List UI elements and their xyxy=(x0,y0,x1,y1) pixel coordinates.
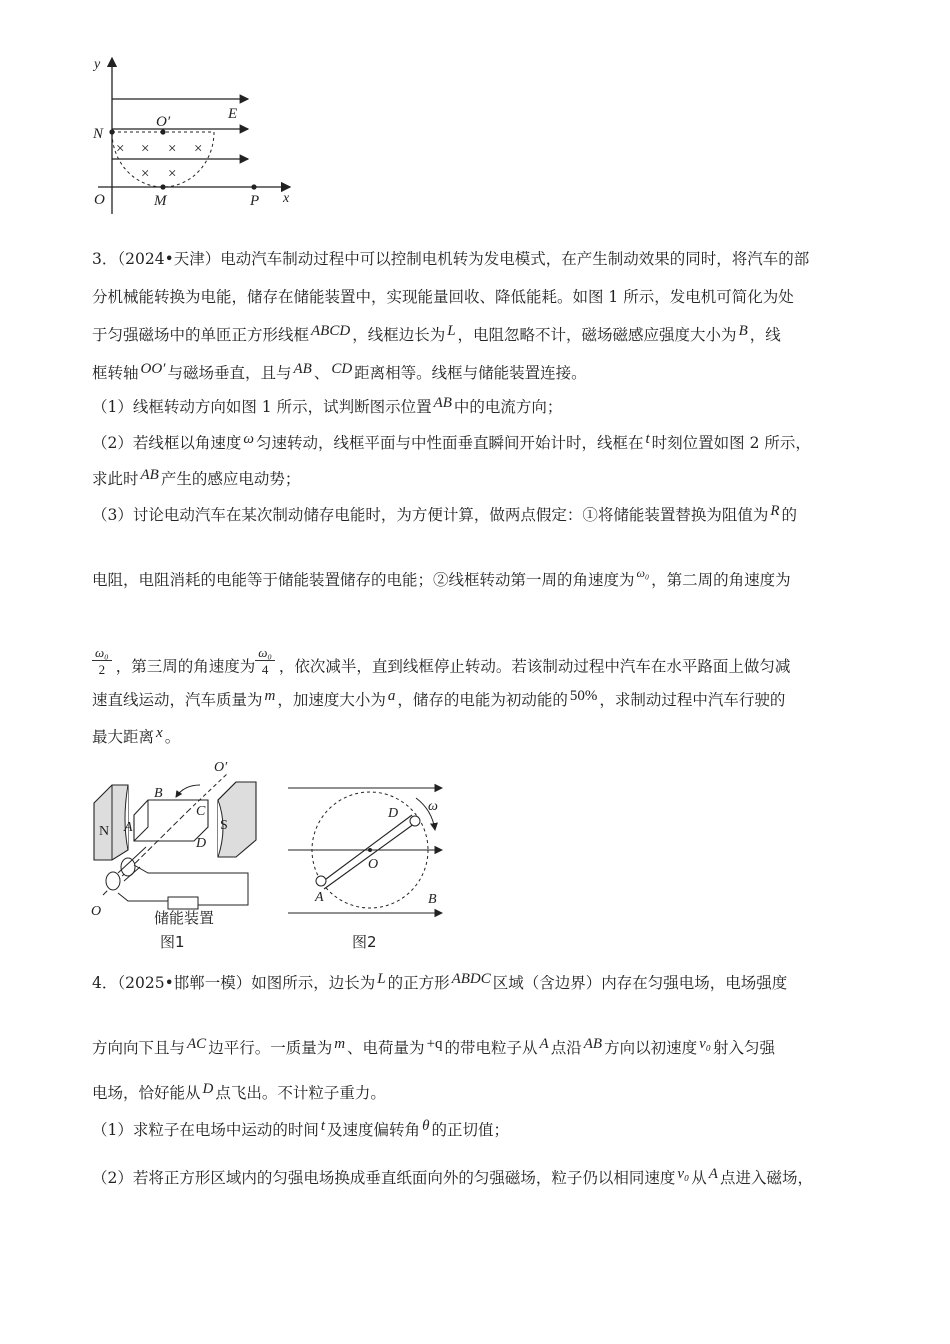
denominator: 2 xyxy=(98,662,106,677)
math-symbol: m xyxy=(264,688,276,704)
text: 的 xyxy=(781,506,798,524)
q3-part-3-line-3 xyxy=(92,645,864,683)
math-symbol: v₀ xyxy=(677,1166,690,1182)
point-n-label: N xyxy=(93,126,104,142)
q3-part-2 xyxy=(92,433,864,454)
text: 从 xyxy=(691,1169,707,1187)
math-symbol: x xyxy=(156,725,163,741)
math-symbol: ABDC xyxy=(451,971,491,987)
text: 点飞出。不计粒子重力。 xyxy=(215,1084,386,1102)
field-cross-mark: × xyxy=(141,141,150,157)
text: 及速度偏转角 xyxy=(327,1121,421,1139)
south-pole-label: S xyxy=(220,818,228,833)
field-e-label: E xyxy=(228,106,238,122)
math-symbol: CD xyxy=(331,361,353,377)
text: ，电阻忽略不计，磁场磁感应强度大小为 xyxy=(457,326,737,344)
point-p-label: P xyxy=(250,193,260,209)
figure-2-caption: 图2 xyxy=(352,933,377,951)
text: 与磁场垂直，且与 xyxy=(167,364,292,382)
axis-o-prime-label: O′ xyxy=(214,760,228,775)
center-o-label: O xyxy=(368,857,379,872)
math-symbol: A xyxy=(708,1166,718,1182)
point-o-prime-label: O′ xyxy=(156,114,171,130)
text: 框转轴 xyxy=(92,364,139,382)
math-symbol: AB xyxy=(293,361,312,377)
text: 的正切值； xyxy=(431,1121,509,1139)
x-axis-label: x xyxy=(283,191,290,206)
math-symbol: OO′ xyxy=(140,361,166,377)
text: 最大距离 xyxy=(92,728,155,746)
generator-figure-1 xyxy=(88,755,263,955)
math-symbol: ω₀ xyxy=(636,566,650,580)
q4-line-2 xyxy=(92,1038,864,1059)
text: 、电荷量为 xyxy=(347,1039,425,1057)
question-source: （2025•邯郸一模） xyxy=(117,974,252,992)
question-number: 3． xyxy=(92,250,118,268)
figure-1-caption: 图1 xyxy=(160,933,185,951)
point-a-label: A xyxy=(315,890,324,905)
field-cross-mark: × xyxy=(168,166,177,182)
q3-part-3-line-5 xyxy=(92,727,864,748)
numerator: ω₀ xyxy=(255,646,275,661)
rotating-frame-figure-2 xyxy=(280,770,450,955)
text: 边平行。一质量为 xyxy=(208,1039,333,1057)
math-symbol: θ xyxy=(422,1118,430,1134)
math-symbol: m xyxy=(334,1036,346,1052)
text: 方向以初速度 xyxy=(604,1039,698,1057)
math-symbol: R xyxy=(770,503,780,519)
field-cross-mark: × xyxy=(141,166,150,182)
axis-o-label: O xyxy=(91,904,102,919)
math-symbol: AB xyxy=(433,395,452,411)
math-symbol: ABCD xyxy=(311,323,351,339)
text: 的带电粒子从 xyxy=(444,1039,538,1057)
text: 点进入磁场， xyxy=(719,1169,813,1187)
denominator: 4 xyxy=(261,662,269,677)
q3-part-3-line-4 xyxy=(92,690,864,711)
text: 、 xyxy=(313,364,330,382)
corner-d-label: D xyxy=(196,836,207,851)
north-pole-label: N xyxy=(99,824,110,839)
math-symbol: AB xyxy=(583,1036,603,1052)
text: 于匀强磁场中的单匝正方形线框 xyxy=(92,326,310,344)
math-symbol: AC xyxy=(187,1036,207,1052)
q3-line-1 xyxy=(92,249,864,269)
q3-part-3-line-2 xyxy=(92,566,864,591)
text: 电场，恰好能从 xyxy=(92,1084,201,1102)
origin-label: O xyxy=(94,192,105,208)
math-symbol: 50% xyxy=(569,688,598,704)
text: 产生的感应电动势； xyxy=(160,470,301,488)
y-axis-label: y xyxy=(94,57,101,72)
text: （3）讨论电动汽车在某次制动储存电能时，为方便计算，做两点假定：①将储能装置替换为阻值为 xyxy=(92,506,769,524)
question-source: （2024•天津） xyxy=(117,250,221,268)
math-symbol: L xyxy=(377,971,386,987)
fraction-omega-quarter xyxy=(255,646,275,677)
text: ，线 xyxy=(749,326,781,344)
math-symbol: A xyxy=(539,1036,549,1052)
text: ，求制动过程中汽车行驶的 xyxy=(599,691,786,709)
field-cross-mark: × xyxy=(194,141,203,157)
text: 时刻位置如图 2 所示， xyxy=(651,434,811,452)
field-cross-mark: × xyxy=(168,141,177,157)
math-symbol: +q xyxy=(426,1036,443,1052)
math-symbol: v₀ xyxy=(699,1036,711,1052)
corner-a-label: A xyxy=(124,820,133,835)
field-diagram-figure xyxy=(88,52,303,222)
q3-line-2: 分机械能转换为电能，储存在储能装置中，实现能量回收、降低能耗。如图 1 所示，发电机可简化为处 xyxy=(92,288,794,306)
text: （1）线框转动方向如图 1 所示，试判断图示位置 xyxy=(92,398,432,416)
q4-part-2 xyxy=(92,1168,864,1189)
text: 点沿 xyxy=(550,1039,582,1057)
text: 区域（含边界）内存在匀强电场，电场强度 xyxy=(492,974,788,992)
text: 的正方形 xyxy=(387,974,450,992)
numerator: ω₀ xyxy=(92,646,112,661)
text: （2）若将正方形区域内的匀强电场换成垂直纸面向外的匀强磁场，粒子仍以相同速度 xyxy=(92,1169,676,1187)
text: 电动汽车制动过程中可以控制电机转为发电模式，在产生制动效果的同时，将汽车的部 xyxy=(220,250,810,268)
text: 方向向下且与 xyxy=(92,1039,186,1057)
q3-line-3 xyxy=(92,325,864,346)
q3-part-3 xyxy=(92,505,864,526)
text: 匀速转动，线框平面与中性面垂直瞬间开始计时，线框在 xyxy=(255,434,644,452)
question-number: 4． xyxy=(92,974,118,992)
q3-part-1 xyxy=(92,397,864,418)
text: （2）若线框以角速度 xyxy=(92,434,242,452)
text: 射入匀强 xyxy=(712,1039,775,1057)
point-d-label: D xyxy=(388,806,399,821)
omega-label: ω xyxy=(428,799,438,814)
text: （1）求粒子在电场中运动的时间 xyxy=(92,1121,319,1139)
corner-c-label: C xyxy=(196,804,206,819)
text: ，线框边长为 xyxy=(352,326,446,344)
text: 。 xyxy=(164,728,181,746)
text: 求此时 xyxy=(92,470,139,488)
text: ，第三周的角速度为 xyxy=(115,657,256,676)
field-b-label: B xyxy=(428,892,437,907)
math-symbol: AB xyxy=(140,467,159,483)
math-symbol: B xyxy=(738,323,748,339)
math-symbol: t xyxy=(320,1118,326,1134)
point-m-label: M xyxy=(154,193,167,209)
q4-line-3 xyxy=(92,1083,864,1104)
text: ，依次减半，直到线框停止转动。若该制动过程中汽车在水平路面上做匀减 xyxy=(278,657,791,676)
field-cross-mark: × xyxy=(116,141,125,157)
q3-line-4 xyxy=(92,363,864,384)
text: 如图所示，边长为 xyxy=(251,974,376,992)
text: 距离相等。线框与储能装置连接。 xyxy=(354,364,587,382)
text: 电阻，电阻消耗的电能等于储能装置储存的电能；②线框转动第一周的角速度为 xyxy=(92,571,635,589)
math-symbol: t xyxy=(645,431,650,447)
corner-b-label: B xyxy=(154,786,163,801)
q4-part-1 xyxy=(92,1120,864,1141)
math-symbol: D xyxy=(202,1081,214,1097)
math-symbol: L xyxy=(447,323,456,339)
q4-line-1 xyxy=(92,973,864,994)
storage-device-label: 储能装置 xyxy=(154,909,215,927)
q3-part-2-cont xyxy=(92,469,864,490)
text: ，加速度大小为 xyxy=(277,691,386,709)
text: ，储存的电能为初动能的 xyxy=(397,691,568,709)
fraction-omega-half xyxy=(92,646,112,677)
math-symbol: ω xyxy=(243,431,254,447)
text: 中的电流方向； xyxy=(453,398,563,416)
text: ，第二周的角速度为 xyxy=(651,571,791,589)
text: 速直线运动，汽车质量为 xyxy=(92,691,263,709)
math-symbol: a xyxy=(387,688,396,704)
